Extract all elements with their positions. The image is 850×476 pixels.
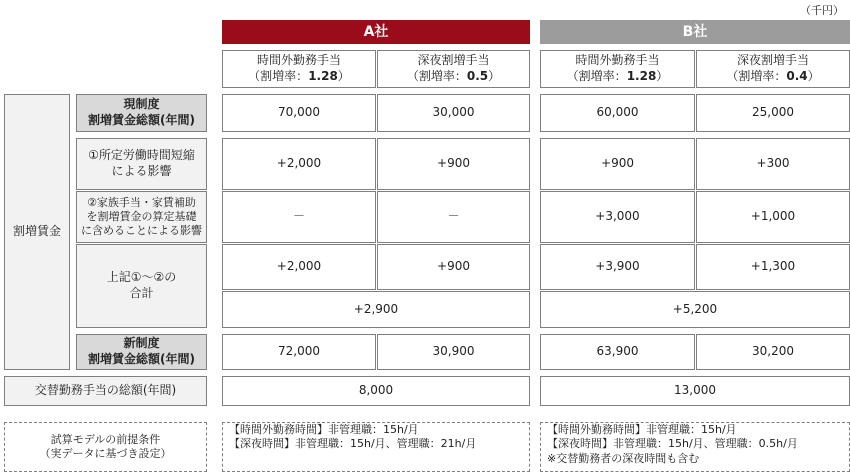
impact2-a-night: － [377,191,530,243]
a-night-label: 深夜割増手当 [417,53,490,68]
b-overtime-rate: （割増率：1.28） [566,69,669,83]
a-overtime-rate: （割増率：1.28） [248,69,350,83]
premise-b: 【時間外勤務時間】非管理職：15h/月 【深夜時間】非管理職：15h/月、管理職：0.5h/月 ※交替勤務者の深夜時間も含む [540,422,850,472]
impact2-a-overtime: － [222,191,376,243]
unit-label: （千円） [800,4,844,17]
a-night-header [377,50,530,88]
b-night-label: 深夜割増手当 [736,53,809,68]
current-b-night: 25,000 [696,94,850,132]
new-b-night: 30,200 [696,334,850,370]
row-label-subtotal: 上記①～②の 合計 [76,244,207,328]
row-label-impact2: ②家族手当・家賃補助 を割増賃金の算定基礎 に含めることによる影響 [76,191,207,243]
current-b-overtime: 60,000 [540,94,695,132]
row-label-new: 新制度 割増賃金総額(年間) [76,334,207,370]
row-label-current: 現制度 割増賃金総額(年間) [76,94,207,132]
a-overtime-label: 時間外勤務手当 [256,53,341,68]
a-night-rate: （割増率：0.5） [406,69,501,83]
subtotal-b-overtime: +3,900 [540,244,695,290]
current-a-night: 30,000 [377,94,530,132]
subtotal-b-night: +1,300 [696,244,850,290]
premise-a: 【時間外勤務時間】非管理職：15h/月 【深夜時間】非管理職：15h/月、管理職：21h/月 [222,422,530,472]
impact1-b-night: +300 [696,138,850,190]
subtotal-a-total: +2,900 [222,291,530,328]
impact1-a-overtime: +2,000 [222,138,376,190]
new-a-overtime: 72,000 [222,334,376,370]
subtotal-a-overtime: +2,000 [222,244,376,290]
impact1-b-overtime: +900 [540,138,695,190]
b-night-rate: （割増率：0.4） [726,69,820,83]
impact2-b-overtime: +3,000 [540,191,695,243]
subtotal-b-total: +5,200 [540,291,850,328]
b-overtime-label: 時間外勤務手当 [575,53,660,68]
a-overtime-header [222,50,376,88]
subtotal-a-night: +900 [377,244,530,290]
row-label-shift: 交替勤務手当の総額(年間) [4,376,207,406]
impact2-b-night: +1,000 [696,191,850,243]
row-label-impact1: ①所定労働時間短縮 による影響 [76,138,207,190]
b-night-header [696,50,850,88]
premise-label: 試算モデルの前提条件 （実データに基づき設定） [4,422,207,472]
b-overtime-header [540,50,695,88]
new-a-night: 30,900 [377,334,530,370]
side-label: 割増賃金 [4,94,70,370]
current-a-overtime: 70,000 [222,94,376,132]
shift-a-total: 8,000 [222,376,530,406]
impact1-a-night: +900 [377,138,530,190]
shift-b-total: 13,000 [540,376,850,406]
company-a-header: A社 [222,20,530,44]
company-b-header: B社 [540,20,850,44]
new-b-overtime: 63,900 [540,334,695,370]
